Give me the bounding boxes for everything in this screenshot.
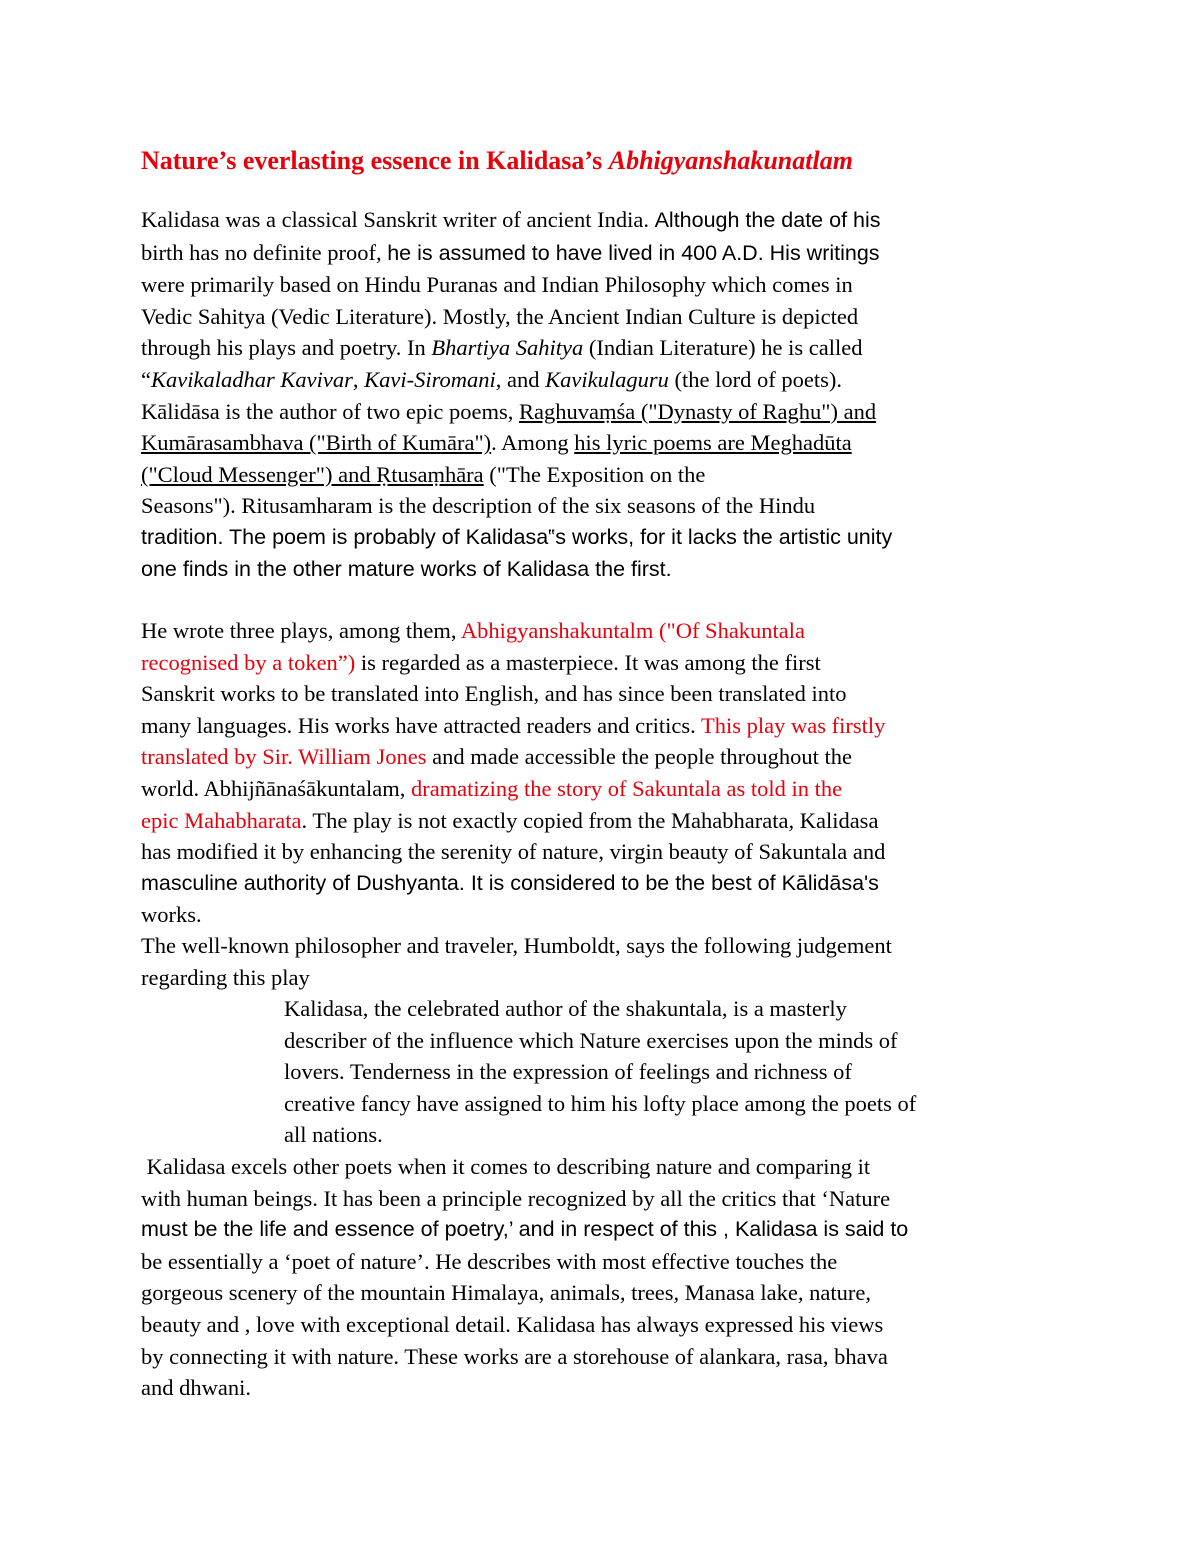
text-run: birth has no definite proof, [141, 239, 388, 265]
text-line [141, 332, 1071, 364]
text-line: Seasons"). Ritusamharam is the description of the six seasons of the Hindu [141, 493, 816, 519]
quote-line: lovers. Tenderness in the expression of feelings and richness of [284, 1059, 852, 1085]
text-line [141, 204, 1071, 237]
text-run: . The play is not exactly copied from the Mahabharata, Kalidasa [301, 807, 879, 833]
text-line: Vedic Sahitya (Vedic Literature). Mostly, the Ancient Indian Culture is depicted [141, 303, 859, 329]
text-run: , and [495, 366, 546, 392]
text-line [141, 427, 1071, 459]
text-run: Kavikulaguru [545, 366, 669, 392]
paragraph-plays [141, 615, 1071, 931]
text-run: “ [141, 366, 151, 392]
page-title [141, 142, 1101, 180]
title-italic: Abhigyanshakunatlam [608, 146, 853, 175]
title-main: Nature’s everlasting essence in Kalidasa’s [141, 146, 609, 175]
text-line [141, 805, 1071, 837]
text-line: has modified it by enhancing the serenity of nature, virgin beauty of Sakuntala and [141, 839, 886, 865]
text-run: many languages. His works have attracted readers and critics. [141, 712, 702, 738]
text-line [141, 710, 1071, 742]
quote-line: creative fancy have assigned to him his lofty place among the poets of [284, 1090, 917, 1116]
text-line [141, 741, 1071, 773]
highlighted-text: translated by Sir. William Jones [141, 744, 427, 770]
highlighted-text: epic Mahabharata [141, 807, 302, 833]
quote-line: all nations. [284, 1122, 383, 1148]
paragraph-intro [141, 204, 1071, 585]
text-line: one finds in the other mature works of Kalidasa the first. [141, 556, 672, 581]
underlined-link: Kumārasambhava ("Birth of Kumāra") [141, 430, 492, 456]
text-line: Sanskrit works to be translated into English, and has since been translated into [141, 681, 847, 707]
text-line: beauty and , love with exceptional detail. Kalidasa has always expressed his views [141, 1311, 884, 1337]
text-line [141, 459, 1071, 491]
text-run: Bhartiya Sahitya [431, 335, 584, 361]
text-line: with human beings. It has been a principle recognized by all the critics that ‘Nature [141, 1185, 891, 1211]
text-line [141, 364, 1071, 396]
text-run: (Indian Literature) he is called [583, 335, 863, 361]
underlined-link: his lyric poems are Meghadūta [574, 430, 852, 456]
text-run: Although the date of his [654, 208, 881, 232]
text-run: Kavi-Siromani [364, 366, 496, 392]
text-line: gorgeous scenery of the mountain Himalaya, animals, trees, Manasa lake, nature, [141, 1280, 871, 1306]
text-line [141, 615, 1071, 647]
text-line: regarding this play [141, 964, 310, 990]
text-run: Kavikaladhar Kavivar [151, 366, 353, 392]
text-run: He wrote three plays, among them, [141, 618, 461, 643]
underlined-link: ("Cloud Messenger") and Ṛtusaṃhāra [141, 461, 484, 487]
text-run: (the lord of poets). [668, 366, 842, 392]
highlighted-text: dramatizing the story of Sakuntala as told in the [410, 775, 843, 801]
highlighted-text: Abhigyanshakuntalm ("Of Shakuntala [460, 618, 806, 643]
text-line: must be the life and essence of poetry,’ and in respect of this , Kalidasa is said to [141, 1217, 909, 1242]
text-run: and made accessible the people throughout the [426, 744, 853, 770]
text-line: were primarily based on Hindu Puranas and Indian Philosophy which comes in [141, 272, 853, 298]
text-run: Kālidāsa is the author of two epic poems, [141, 398, 520, 424]
paragraph-nature [141, 1151, 1071, 1404]
text-line: and dhwani. [141, 1375, 251, 1401]
text-line: be essentially a ‘poet of nature’. He describes with most effective touches the [141, 1248, 838, 1274]
text-run: Kalidasa was a classical Sanskrit writer of ancient India. [141, 207, 655, 232]
text-run: he is assumed to have lived in 400 A.D. His writings [387, 240, 880, 265]
text-run: . Among [491, 430, 575, 456]
text-line: Kalidasa excels other poets when it comes to describing nature and comparing it [141, 1154, 871, 1179]
underlined-link: Raghuvaṃśa ("Dynasty of Raghu") and [519, 398, 877, 424]
text-run: ("The Exposition on the [483, 461, 706, 487]
text-line [141, 237, 1071, 270]
text-run: through his plays and poetry. In [141, 335, 432, 361]
text-line: tradition. The poem is probably of Kalidasa‟s works, for it lacks the artistic unity [141, 524, 893, 549]
paragraph-humboldt [141, 930, 1071, 993]
text-run: world. Abhijñānaśākuntalam, [141, 775, 411, 801]
text-line [141, 773, 1071, 805]
text-line [141, 396, 1071, 428]
highlighted-text: recognised by a token”) [141, 649, 356, 675]
text-line: by connecting it with nature. These works are a storehouse of alankara, rasa, bhava [141, 1343, 888, 1369]
text-line: masculine authority of Dushyanta. It is considered to be the best of Kālidāsa's [141, 870, 879, 895]
text-line: The well-known philosopher and traveler, Humboldt, says the following judgement [141, 933, 892, 958]
text-line [141, 647, 1071, 679]
quote-line: Kalidasa, the celebrated author of the shakuntala, is a masterly [284, 996, 847, 1021]
text-run: , [352, 366, 365, 392]
text-run: is regarded as a masterpiece. It was among the first [355, 649, 821, 675]
highlighted-text: This play was firstly [701, 712, 886, 738]
text-line: works. [141, 902, 202, 928]
block-quote [284, 993, 1074, 1151]
quote-line: describer of the influence which Nature exercises upon the minds of [284, 1027, 898, 1053]
